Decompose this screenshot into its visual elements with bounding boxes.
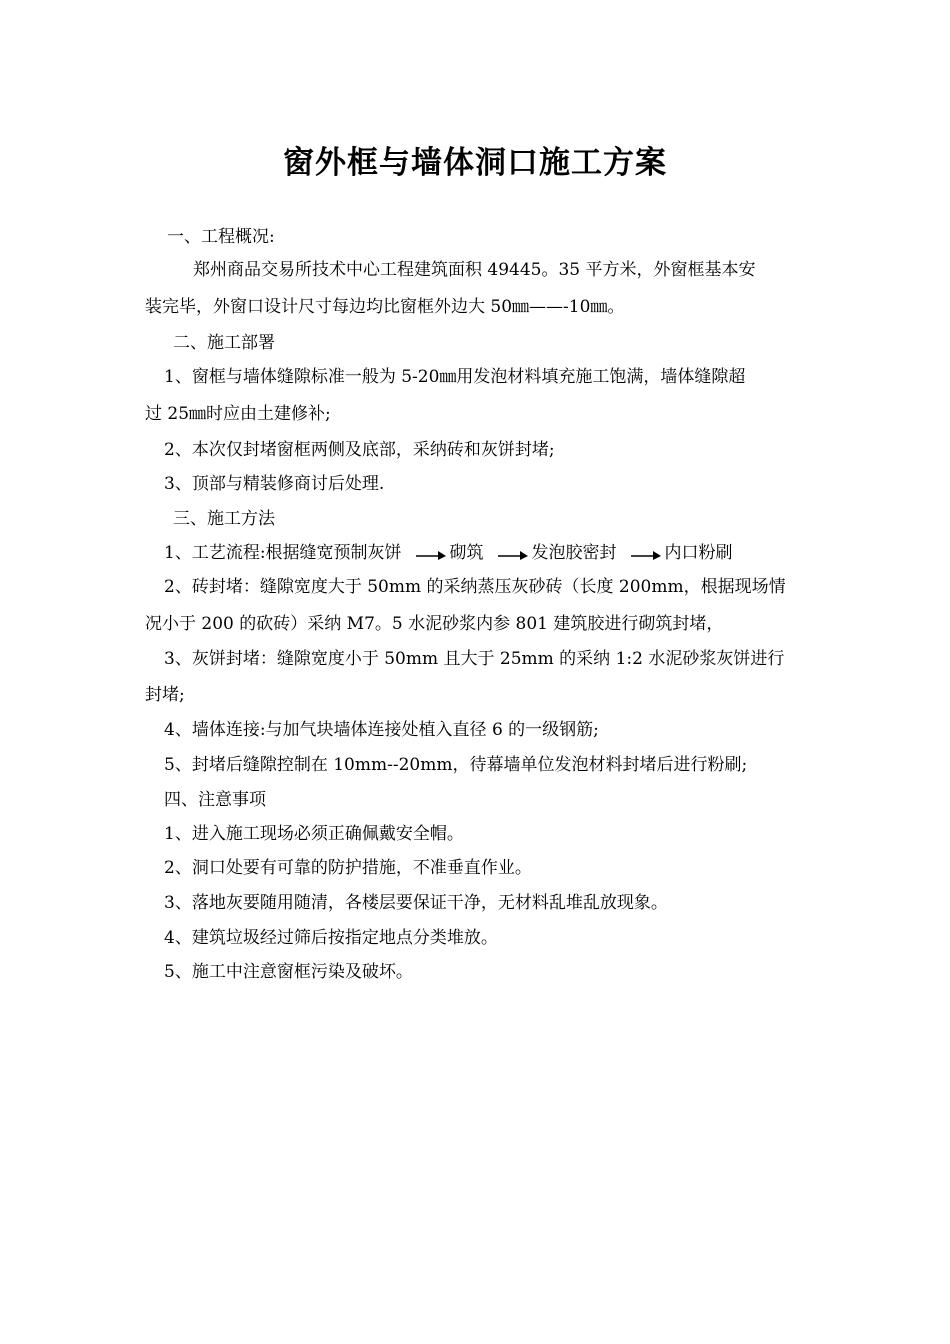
method-item-2-line-2: 况小于 200 的砍砖）采纳 M7。5 水泥砂浆内参 801 建筑胶进行砌筑封堵， [145,614,724,634]
method-item-3-line-2: 封堵; [145,685,185,705]
deployment-item-3: 3、顶部与精装修商讨后处理. [164,474,385,494]
section-heading-overview: 一、工程概况: [167,227,275,247]
section-heading-deployment: 二、施工部署 [173,333,275,353]
section-heading-notes: 四、注意事项 [164,790,266,810]
method-item-4: 4、墙体连接:与加气块墙体连接处植入直径 6 的一级钢筋; [164,720,599,740]
right-arrow-icon [631,547,661,561]
process-step-plaster: 内口粉刷 [664,543,733,563]
method-item-3-line-1: 3、灰饼封堵：缝隙宽度小于 50mm 且大于 25mm 的采纳 1:2 水泥砂浆灰饼进行 [164,649,785,669]
deployment-item-2: 2、本次仅封堵窗框两侧及底部，采纳砖和灰饼封堵; [164,440,555,460]
right-arrow-icon [498,547,528,561]
deployment-item-1-line-2: 过 25㎜时应由土建修补; [145,404,331,424]
right-arrow-icon [416,547,446,561]
notes-item-3: 3、落地灰要随用随清，各楼层要保证干净，无材料乱堆乱放现象。 [164,893,668,913]
deployment-item-1-line-1: 1、窗框与墙体缝隙标准一般为 5-20㎜用发泡材料填充施工饱满，墙体缝隙超 [164,367,746,387]
overview-text-line-2: 装完毕，外窗口设计尺寸每边均比窗框外边大 50㎜——-10㎜。 [145,297,625,317]
section-heading-method: 三、施工方法 [173,509,275,529]
overview-text-line-1: 郑州商品交易所技术中心工程建筑面积 49445。35 平方米，外窗框基本安 [193,260,756,280]
notes-item-2: 2、洞口处要有可靠的防护措施，不准垂直作业。 [164,858,532,878]
method-item-5: 5、封堵后缝隙控制在 10mm--20mm，待幕墙单位发泡材料封堵后进行粉刷; [164,755,748,775]
notes-item-4: 4、建筑垃圾经过筛后按指定地点分类堆放。 [164,928,498,948]
process-flow-line [164,541,733,565]
method-item-2-line-1: 2、砖封堵：缝隙宽度大于 50mm 的采纳蒸压灰砂砖（长度 200mm，根据现场情 [164,577,786,597]
document-title: 窗外框与墙体洞口施工方案 [283,145,667,181]
notes-item-5: 5、施工中注意窗框污染及破坏。 [164,962,413,982]
process-step-foam-seal: 发泡胶密封 [531,543,617,563]
notes-item-1: 1、进入施工现场必须正确佩戴安全帽。 [164,824,464,844]
process-flow-prefix: 1、工艺流程:根据缝宽预制灰饼 [164,543,402,563]
process-step-masonry: 砌筑 [449,543,484,563]
